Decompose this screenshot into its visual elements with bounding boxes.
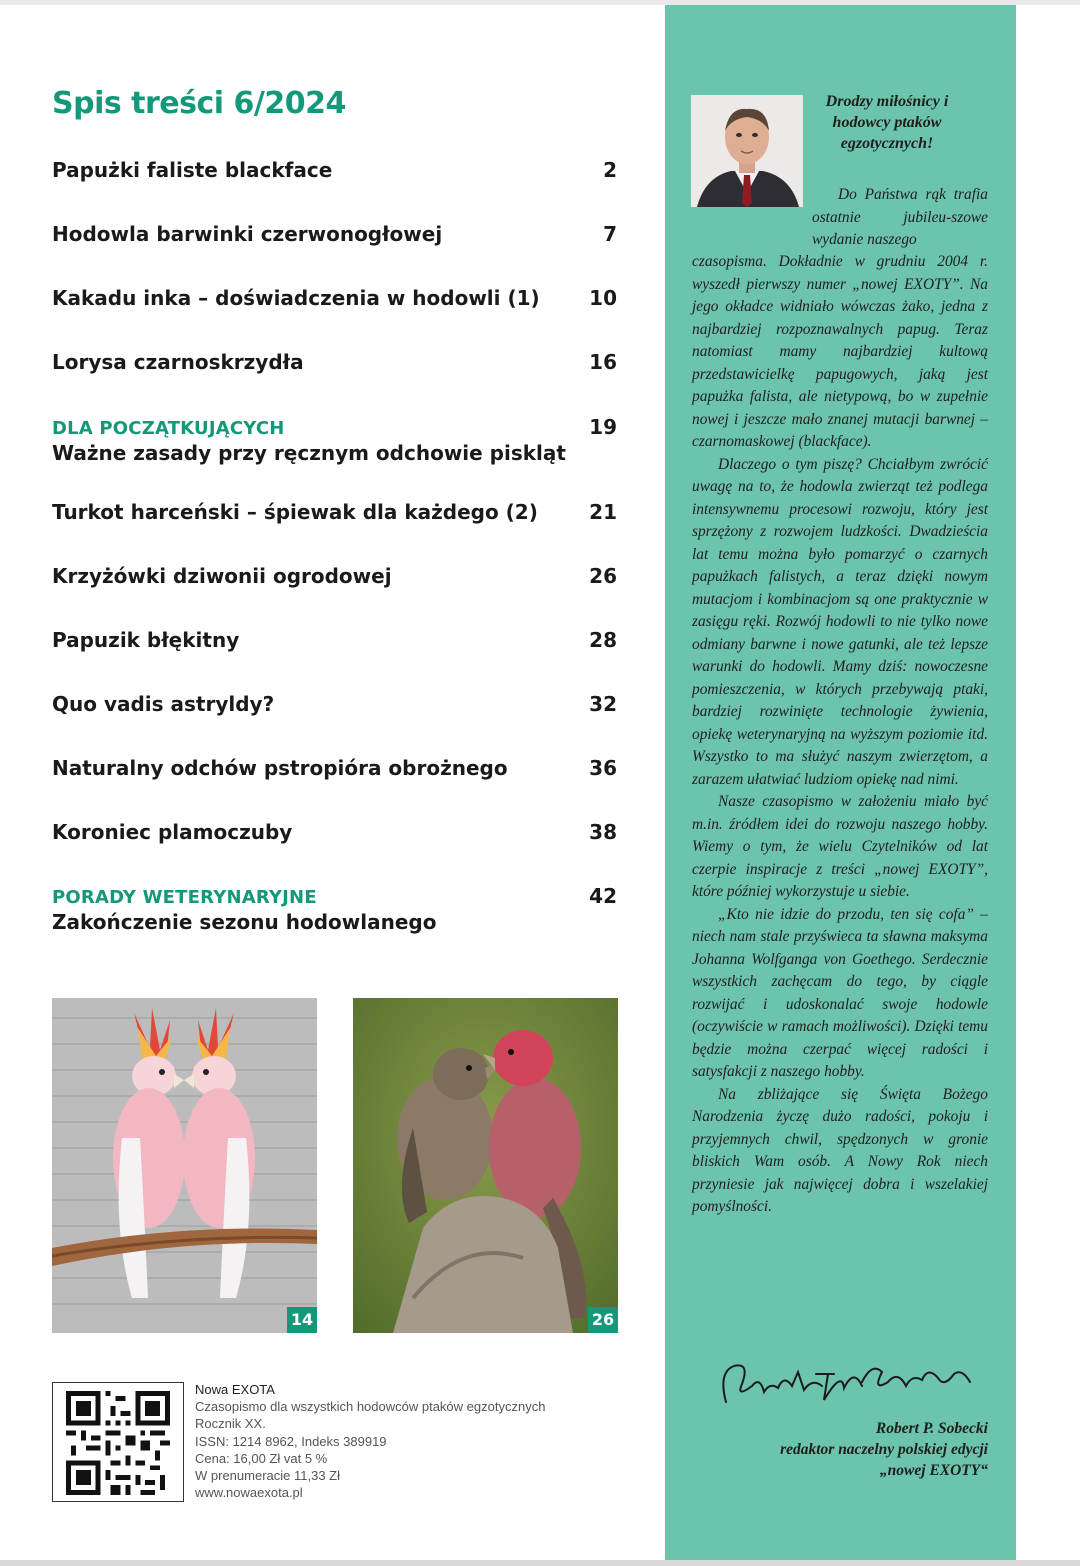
toc-entry[interactable] xyxy=(52,500,617,524)
toc-page-number: 10 xyxy=(589,286,617,310)
editor-publication: „nowej EXOTY“ xyxy=(879,1462,988,1479)
toc-entry[interactable] xyxy=(52,692,617,716)
cockatoo-photo xyxy=(52,998,317,1333)
toc-page-number: 19 xyxy=(589,415,617,439)
toc-section-heading: DLA POCZĄTKUJĄCYCH xyxy=(52,418,285,439)
toc-page-number: 2 xyxy=(603,158,617,182)
website-link[interactable]: www.nowaexota.pl xyxy=(195,1485,303,1501)
toc-page-number: 28 xyxy=(589,628,617,652)
toc-page-number: 38 xyxy=(589,820,617,844)
toc-entry[interactable] xyxy=(52,158,617,182)
toc-entry[interactable] xyxy=(52,884,617,934)
publication-name: Nowa EXOTA xyxy=(195,1382,275,1397)
editor-photo xyxy=(691,95,803,207)
toc-entry-title: Quo vadis astryldy? xyxy=(52,692,275,716)
editorial-paragraph: Dlaczego o tym piszę? Chciałbym zwrócić uwagę na to, że hodowla zwierząt też podlega intensywnemu procesowi rozwoju, który jest sprzężony z rozwojem ludzkości. Dwadzieścia lat temu można było pomarzyć o czarnych papużkach falistych, a teraz dzięki nowym mutacjom i kombinacjom są one praktycznie w zasięgu ręki. Rozwój hodowli to nie tylko nowe odmiany barwne i nowe gatunki, ale też lepsze warunki do hodowli. Mamy dziś: nowoczesne pomieszczenia, w których przebywają ptaki, bardziej rozwinięte technologie żywienia, opiekę weterynaryjną na wyższym poziomie itd. Wszystko to ma służyć naszym zwierzętom, a zarazem ułatwiać ludziom opiekę nad nimi. xyxy=(692,455,988,788)
toc-entry-title: Naturalny odchów pstropióra obrożnego xyxy=(52,756,508,780)
editor-role: redaktor naczelny polskiej edycji xyxy=(780,1441,988,1458)
toc-entry[interactable] xyxy=(52,415,617,465)
imprint-line: W prenumeracie 11,33 Zł xyxy=(195,1468,340,1484)
toc-page-number: 36 xyxy=(589,756,617,780)
toc-entry[interactable] xyxy=(52,350,617,374)
toc-entry[interactable] xyxy=(52,564,617,588)
toc-entry-title: Lorysa czarnoskrzydła xyxy=(52,350,304,374)
editorial-intro xyxy=(812,184,988,252)
toc-entry[interactable] xyxy=(52,820,617,844)
toc-entry-title: Papuzik błękitny xyxy=(52,628,240,652)
toc-entry[interactable] xyxy=(52,628,617,652)
toc-page-number: 16 xyxy=(589,350,617,374)
toc-title: Spis treści 6/2024 xyxy=(52,86,346,121)
toc-entry-title: Kakadu inka – doświadczenia w hodowli (1) xyxy=(52,286,540,310)
imprint-line: Cena: 16,00 Zł vat 5 % xyxy=(195,1450,328,1466)
toc-section-heading: PORADY WETERYNARYJNE xyxy=(52,887,317,908)
toc-entry-title: Krzyżówki dziwonii ogrodowej xyxy=(52,564,392,588)
imprint-line: Czasopismo dla wszystkich hodowców ptaków egzotycznych xyxy=(195,1399,546,1415)
signature-icon xyxy=(712,1352,982,1416)
toc-page-number: 32 xyxy=(589,692,617,716)
imprint-line: ISSN: 1214 8962, Indeks 389919 xyxy=(195,1433,387,1449)
finch-illustration xyxy=(353,998,618,1333)
imprint-block xyxy=(195,1381,545,1501)
photo-page-badge: 14 xyxy=(287,1307,317,1333)
toc-entry[interactable] xyxy=(52,756,617,780)
editorial-paragraph: „Kto nie idzie do przodu, ten się cofa” – niech nam stale przyświeca ta sławna maksyma Johanna Wolfganga von Goethego. Serdecznie wszystkich zachęcam do tego, by ciągle rozwijać i udoskonalać swoje hodowle (oczywiście w ramach możliwości). Dzięki temu będzie można czerpać więcej radości i satysfakcji z naszego hobby. xyxy=(692,905,988,1080)
toc-entry[interactable] xyxy=(52,222,617,246)
handwritten-signature xyxy=(712,1352,982,1420)
toc-entry-title: Zakończenie sezonu hodowlanego xyxy=(52,910,437,934)
editorial-paragraph: Na zbliżające się Święta Bożego Narodzenia życzę dużo radości, pokoju i przyjemnych chwil, spędzonych w gronie bliskich Wam osób. A Nowy Rok niech przyniesie jak najwięcej dobra i wszelakiej pomyślności. xyxy=(692,1085,988,1215)
editor-signature-block xyxy=(700,1418,988,1481)
photo-page-badge: 26 xyxy=(588,1307,618,1333)
editorial-body xyxy=(692,251,988,1219)
qr-code-icon xyxy=(66,1391,170,1495)
toc-entry-title: Ważne zasady przy ręcznym odchowie piskląt xyxy=(52,441,566,465)
toc-page-number: 7 xyxy=(603,222,617,246)
toc-page-number: 26 xyxy=(589,564,617,588)
page-bottom-edge xyxy=(0,1560,1080,1566)
qr-code[interactable] xyxy=(52,1382,184,1502)
editor-portrait xyxy=(691,95,803,207)
toc-entry-title: Papużki faliste blackface xyxy=(52,158,333,182)
editorial-greeting: Drodzy miłośnicy i hodowcy ptaków egzotycznych! xyxy=(825,93,949,152)
editorial-paragraph: czasopisma. Dokładnie w grudniu 2004 r. wyszedł pierwszy numer „nowej EXOTY”. Na jego okładce widniało wówczas żako, jedna z najbardziej rozpoznawalnych papug. Teraz natomiast mamy najbardziej kultową przedstawicielkę papugowych, jaką jest papużka falista, ale nietypową, bo w zupełnie nowej i jeszcze mało znanej mutacji barwnej – czarnomaskowej (blackface). xyxy=(692,253,988,450)
toc-page-number: 42 xyxy=(589,884,617,908)
toc-page-number: 21 xyxy=(589,500,617,524)
finch-photo xyxy=(353,998,618,1333)
editorial-paragraph: Do Państwa rąk trafia ostatnie jubileu-szowe wydanie naszego xyxy=(812,186,988,248)
editor-name: Robert P. Sobecki xyxy=(875,1420,988,1437)
editorial-paragraph: Nasze czasopismo w założeniu miało być m.in. źródłem idei do rozwoju naszego hobby. Wiemy o tym, że wielu Czytelników od lat czerpie inspiracje z treści „nowej EXOTY”, które później wykorzystuje u siebie. xyxy=(692,793,988,900)
toc-entry-title: Koroniec plamoczuby xyxy=(52,820,293,844)
imprint-line: Rocznik XX. xyxy=(195,1416,266,1432)
toc-entry[interactable] xyxy=(52,286,617,310)
toc-entry-title: Hodowla barwinki czerwonogłowej xyxy=(52,222,443,246)
toc-entry-title: Turkot harceński – śpiewak dla każdego (2) xyxy=(52,500,538,524)
cockatoo-illustration xyxy=(52,998,317,1333)
